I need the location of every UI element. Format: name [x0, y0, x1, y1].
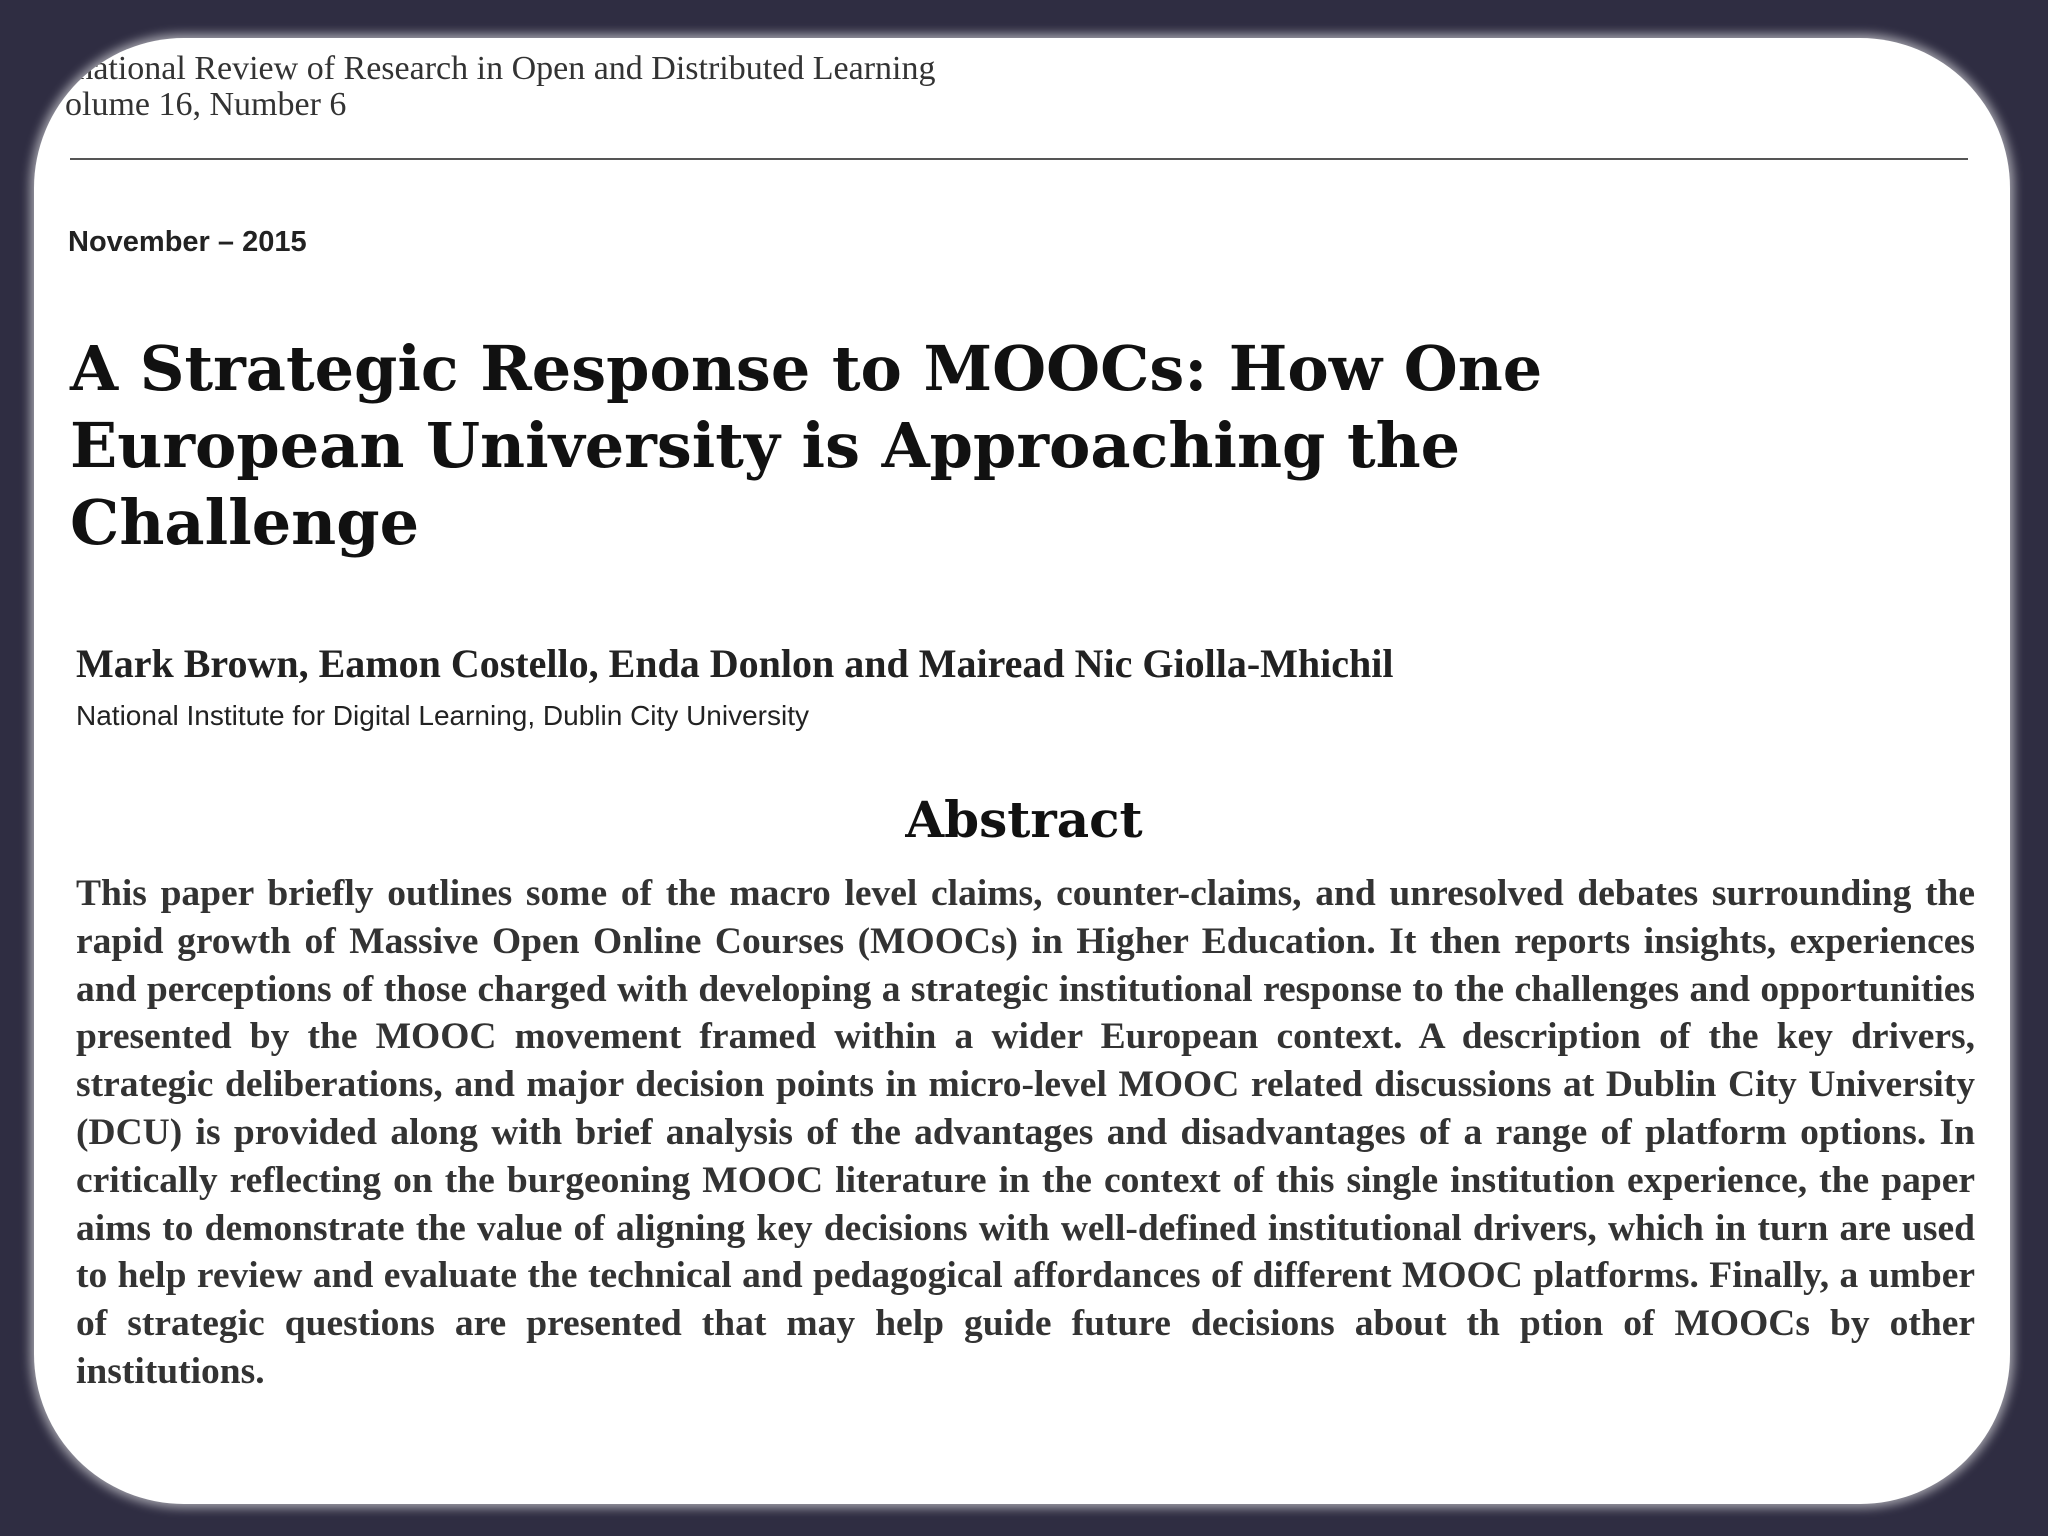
- abstract-heading: Abstract: [905, 790, 1143, 849]
- journal-volume: olume 16, Number 6: [65, 86, 347, 123]
- article-authors: Mark Brown, Eamon Costello, Enda Donlon and Mairead Nic Giolla-Mhichil: [76, 641, 1394, 686]
- abstract-body: This paper briefly outlines some of the macro level claims, counter-claims, and unresolved debates surrounding the rapid growth of Massive Open Online Courses (MOOCs) in Higher Education. It then reports insights, experiences and perceptions of those charged with developing a strategic institutional response to the challenges and opportunities presented by the MOOC movement framed within a wider European context. A description of the key drivers, strategic deliberations, and major decision points in micro-level MOOC related discussions at Dublin City University (DCU) is provided along with brief analysis of the advantages and disadvantages of a range of platform options. In critically reflecting on the burgeoning MOOC literature in the context of this single institution experience, the paper aims to demonstrate the value of aligning key decisions with well-defined institutional drivers, which in turn are used to help review and evaluate the technical and pedagogical affordances of different MOOC platforms. Finally, a umber of strategic questions are presented that may help guide future decisions about th ption of MOOCs by other institutions.: [76, 873, 1975, 1392]
- author-affiliation: National Institute for Digital Learning, Dublin City University: [76, 700, 809, 731]
- journal-name: rnational Review of Research in Open and Distributed Learning: [65, 50, 936, 87]
- publication-date: November – 2015: [68, 226, 307, 258]
- article-title: A Strategic Response to MOOCs: How One European University is Approaching the Challenge: [70, 332, 1543, 559]
- paper-page: [34, 38, 2010, 1504]
- document-card: [34, 38, 2010, 1504]
- header-divider: [70, 158, 1968, 160]
